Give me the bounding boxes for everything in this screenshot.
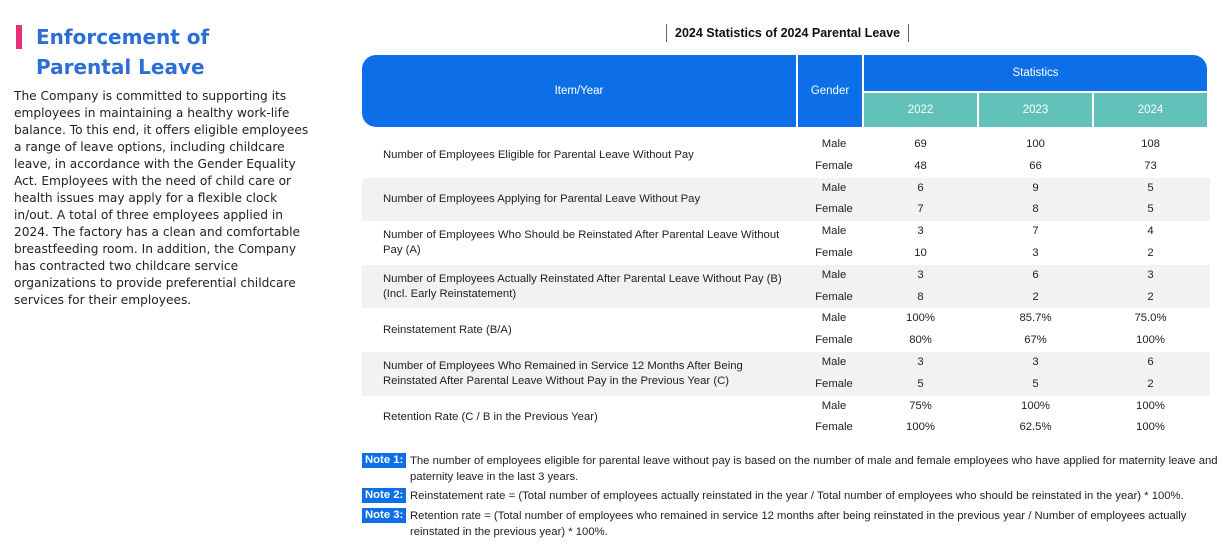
gender-cell: Male bbox=[821, 312, 847, 325]
section-body: The Company is committed to supporting its employees in maintaining a healthy work-life balance. To this end, it offers eligible employees a range of leave options, including childcare leave, in accordance with the Gender Equality Act. Employees with the need of child care or health issues may apply for a flexible clock in/out. A total of three employees applied in 2024. The factory has a clean and comfortable breastfeeding room. In addition, the Company has contracted two childcare service organizations to provide preferential childcare services for their employees. bbox=[14, 89, 309, 307]
table-cell: 2 bbox=[1032, 290, 1039, 303]
row-label: Number of Employees Who Should be Reinstated After Parental Leave Without Pay (A) bbox=[383, 228, 780, 256]
table-cell: 69 bbox=[914, 138, 927, 150]
table-cell: 3 bbox=[1032, 247, 1039, 259]
intro-section bbox=[14, 22, 310, 309]
section-heading bbox=[14, 22, 310, 82]
table-cell: 9 bbox=[1032, 181, 1039, 194]
table-cell: 100% bbox=[1136, 421, 1165, 434]
note-1-text: The number of employees eligible for parental leave without pay is based on the number of male and female employees who have applied for maternity leave and paternity leave in the last 3 years. bbox=[410, 455, 1218, 483]
table-cell: 67% bbox=[1024, 334, 1047, 347]
table-cell: 5 bbox=[1032, 377, 1039, 390]
table-cell: 3 bbox=[917, 356, 924, 368]
table-cell: 100% bbox=[1136, 399, 1165, 412]
header-item-year: Item/Year bbox=[362, 55, 796, 127]
note-2 bbox=[362, 488, 1220, 504]
row-label: Number of Employees Eligible for Parental Leave Without Pay bbox=[383, 149, 694, 162]
note-1-tag: Note 1: bbox=[362, 453, 406, 468]
gender-cell: Female bbox=[815, 203, 853, 216]
table-cell: 10 bbox=[914, 247, 927, 259]
table-cell: 3 bbox=[917, 225, 924, 238]
section-title: Enforcement of Parental Leave bbox=[36, 25, 210, 79]
gender-cell: Female bbox=[815, 247, 853, 259]
row-label: Reinstatement Rate (B/A) bbox=[383, 323, 512, 336]
gender-cell: Male bbox=[821, 268, 847, 281]
accent-bar bbox=[16, 25, 22, 49]
table-cell: 2 bbox=[1147, 290, 1154, 303]
table-cell: 62.5% bbox=[1019, 421, 1052, 434]
table-cell: 100 bbox=[1026, 138, 1045, 150]
table-cell: 6 bbox=[1032, 268, 1039, 281]
header-gender: Gender bbox=[798, 55, 862, 127]
gender-cell: Male bbox=[821, 138, 847, 150]
table-cell: 5 bbox=[1147, 181, 1154, 194]
table-cell: 100% bbox=[1136, 334, 1165, 347]
table-cell: 8 bbox=[917, 290, 924, 303]
table-cell: 8 bbox=[1032, 203, 1039, 216]
row-label: Number of Employees Who Remained in Service 12 Months After Being Reinstated After Parental Leave Without Pay in the Previous Year (C) bbox=[383, 359, 743, 387]
table-cell: 75% bbox=[909, 399, 932, 412]
table-cell: 100% bbox=[906, 421, 935, 434]
header-statistics: Statistics bbox=[864, 55, 1207, 91]
row-label: Number of Employees Applying for Parental Leave Without Pay bbox=[383, 192, 701, 205]
note-3-tag: Note 3: bbox=[362, 508, 406, 523]
table-cell: 3 bbox=[1032, 356, 1039, 368]
table-cell: 2 bbox=[1147, 377, 1154, 390]
table-cell: 80% bbox=[909, 334, 932, 347]
gender-cell: Female bbox=[815, 334, 853, 347]
row-label: Retention Rate (C / B in the Previous Year) bbox=[383, 410, 598, 423]
table-cell: 6 bbox=[917, 181, 924, 194]
table-cell: 73 bbox=[1144, 159, 1157, 172]
header-year-2024: 2024 bbox=[1094, 93, 1207, 127]
table-cell: 7 bbox=[917, 203, 924, 216]
gender-cell: Male bbox=[821, 399, 847, 412]
table-cell: 3 bbox=[1147, 268, 1154, 281]
header-year-2022: 2022 bbox=[864, 93, 977, 127]
table-cell: 4 bbox=[1147, 225, 1154, 238]
table-cell: 3 bbox=[917, 268, 924, 281]
table-cell: 100% bbox=[906, 312, 935, 325]
note-2-tag: Note 2: bbox=[362, 488, 406, 503]
table-cell: 6 bbox=[1147, 356, 1154, 368]
note-1 bbox=[362, 453, 1220, 485]
table-cell: 85.7% bbox=[1019, 312, 1052, 325]
table-cell: 5 bbox=[917, 377, 924, 390]
table-cell: 5 bbox=[1147, 203, 1154, 216]
header-year-2023: 2023 bbox=[979, 93, 1092, 127]
note-2-text: Reinstatement rate = (Total number of employees actually reinstated in the year / Total number of employees who should be reinstated in the year) * 100%. bbox=[410, 490, 1184, 502]
gender-cell: Male bbox=[821, 225, 847, 238]
table-cell: 75.0% bbox=[1134, 312, 1167, 325]
row-label: Number of Employees Actually Reinstated After Parental Leave Without Pay (B) (Incl. Early Reinstatement) bbox=[383, 272, 782, 300]
table-cell: 7 bbox=[1032, 225, 1039, 238]
note-3 bbox=[362, 508, 1220, 540]
table-cell: 2 bbox=[1147, 247, 1154, 259]
table-cell: 100% bbox=[1021, 399, 1050, 412]
table-title: 2024 Statistics of 2024 Parental Leave bbox=[666, 24, 909, 42]
gender-cell: Female bbox=[815, 159, 853, 172]
note-3-text: Retention rate = (Total number of employees who remained in service 12 months after being reinstated in the previous year / Number of employees actually reinstated in the previous year) * 100%. bbox=[410, 510, 1187, 538]
gender-cell: Male bbox=[821, 181, 847, 194]
table-cell: 48 bbox=[914, 159, 927, 172]
gender-cell: Female bbox=[815, 421, 853, 434]
gender-cell: Female bbox=[815, 290, 853, 303]
gender-cell: Male bbox=[821, 356, 847, 368]
table-cell: 108 bbox=[1141, 138, 1160, 150]
gender-cell: Female bbox=[815, 377, 853, 390]
table-cell: 66 bbox=[1029, 159, 1042, 172]
